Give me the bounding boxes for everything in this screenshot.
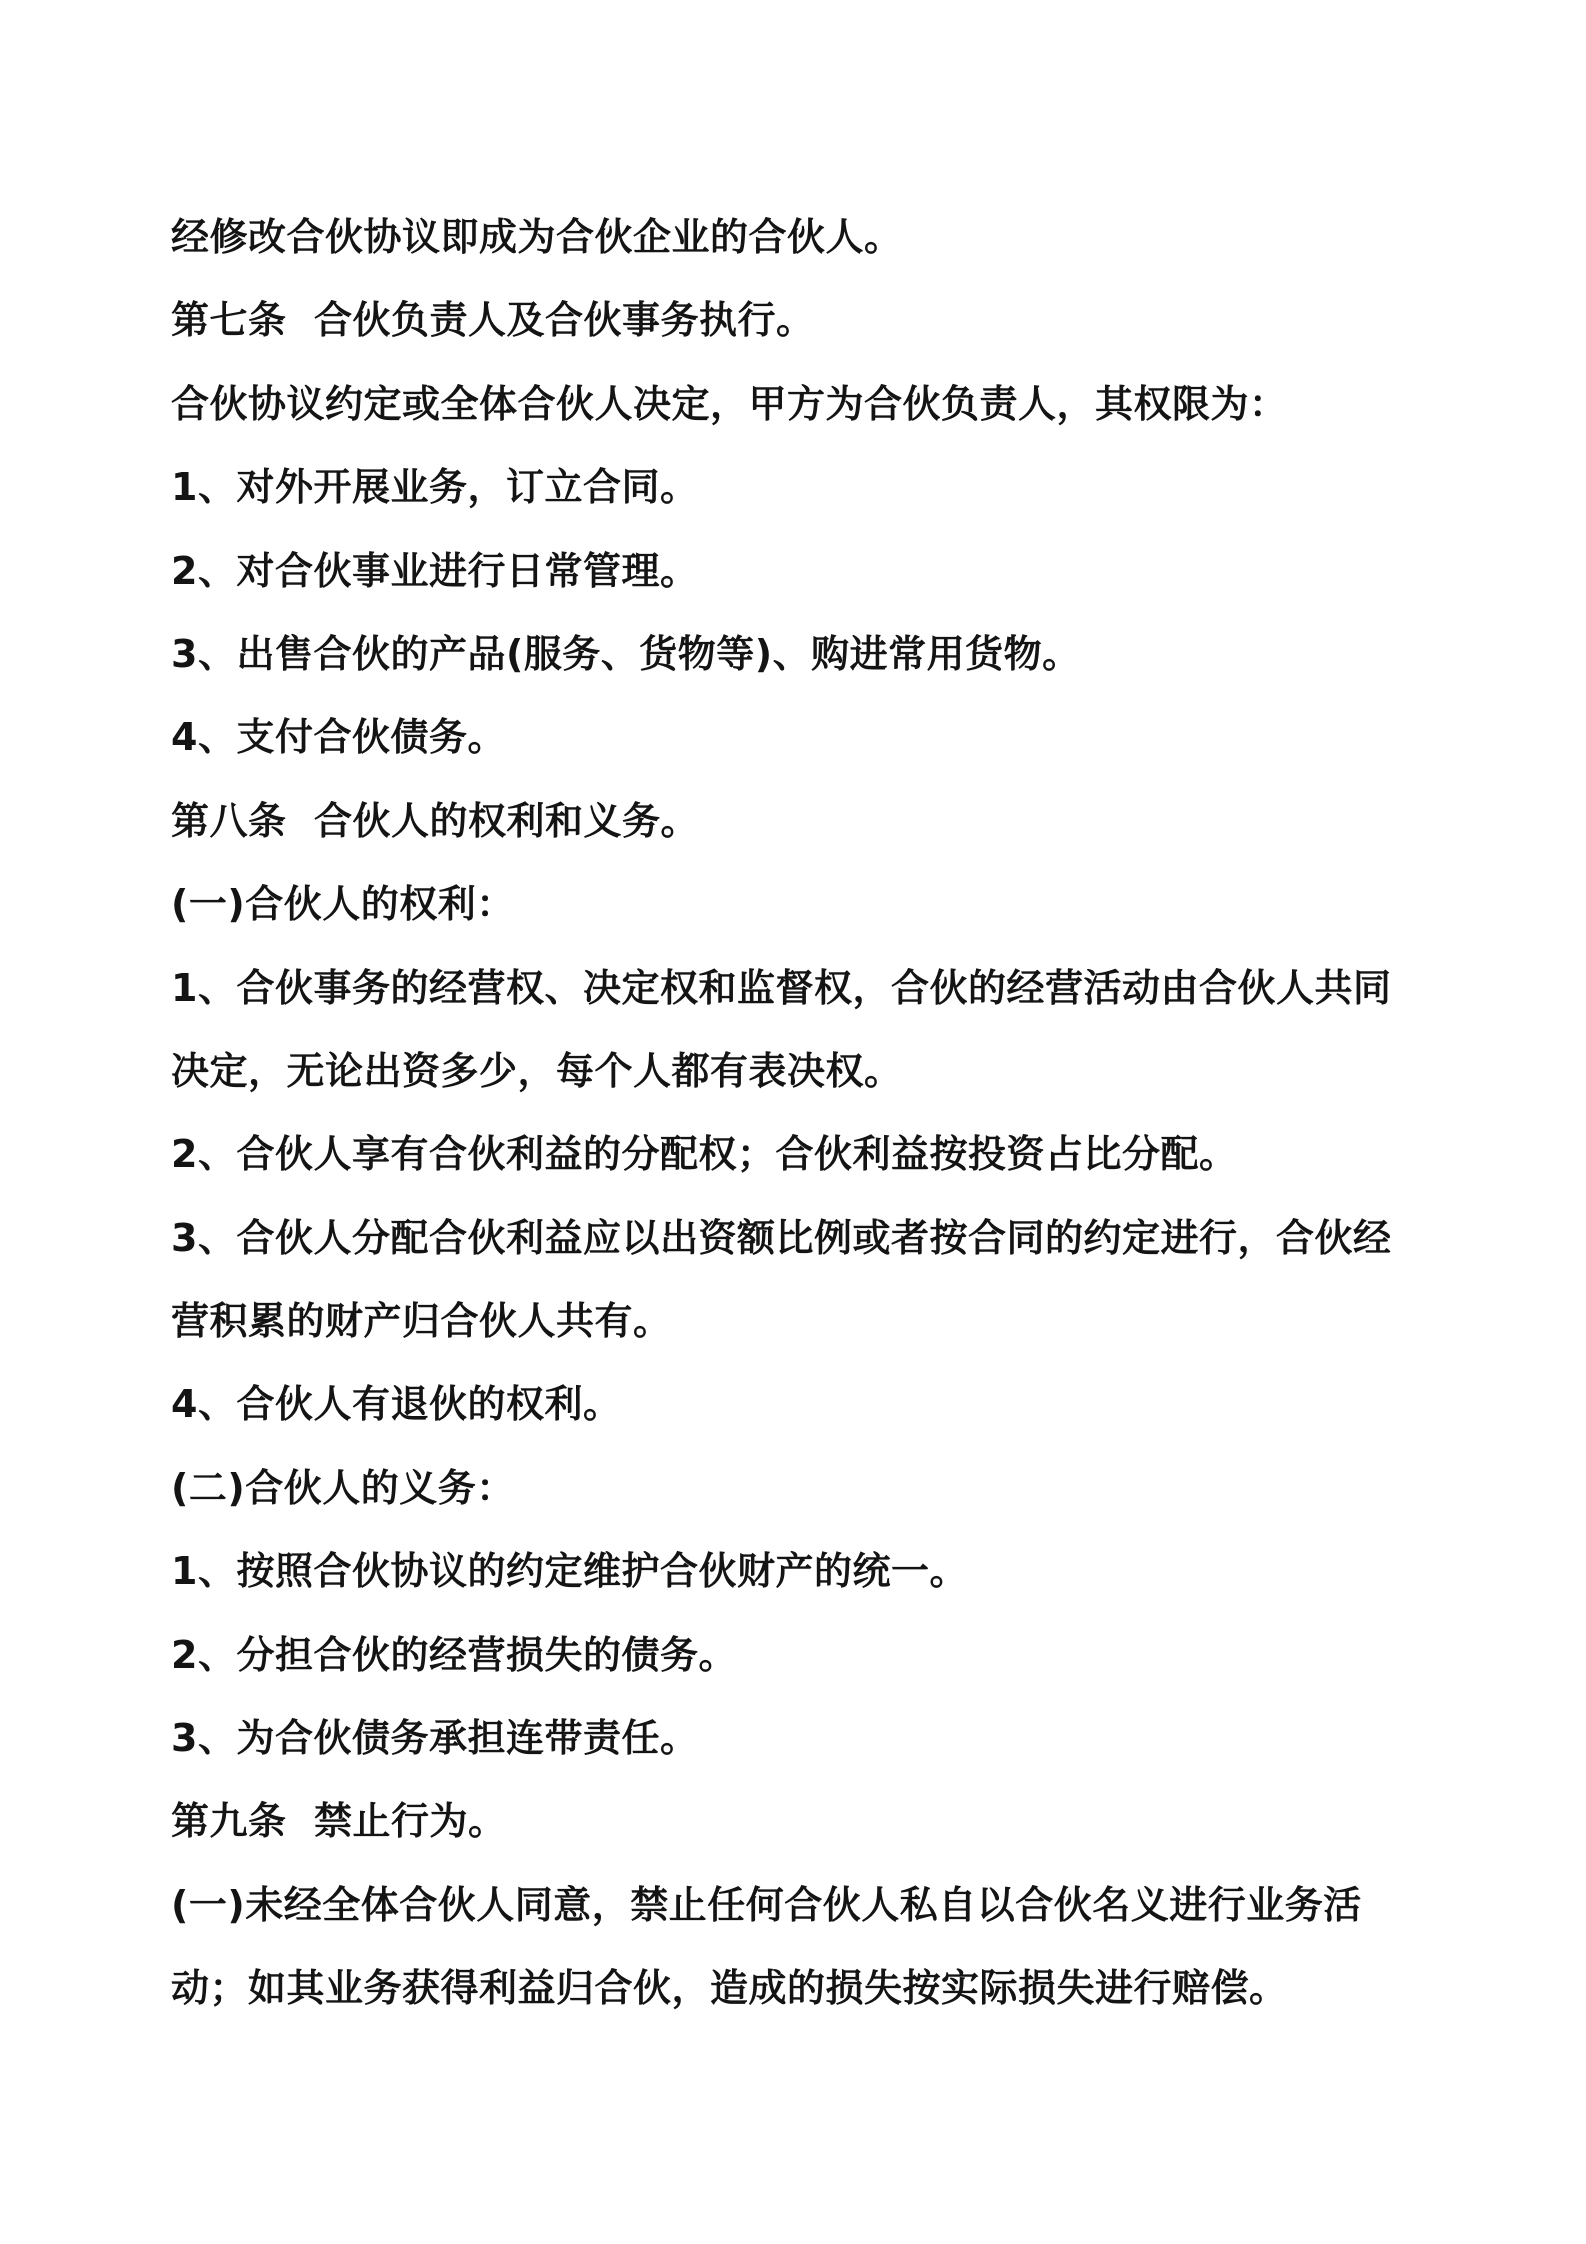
list-item-obligation-2: 2、分担合伙的经营损失的债务。	[171, 1632, 737, 1677]
list-item-right-4: 4、合伙人有退伙的权利。	[171, 1382, 622, 1427]
article-8-heading: 第八条 合伙人的权利和义务。	[171, 798, 699, 843]
list-item-right-1-cont: 决定，无论出资多少，每个人都有表决权。	[171, 1048, 903, 1093]
prohibition-1-cont: 动；如其业务获得利益归合伙，造成的损失按实际损失进行赔偿。	[171, 1966, 1288, 2011]
list-item-right-3-cont: 营积累的财产归合伙人共有。	[171, 1299, 672, 1344]
list-item-obligation-1: 1、按照合伙协议的约定维护合伙财产的统一。	[171, 1549, 968, 1594]
list-item-authority-1: 1、对外开展业务，订立合同。	[171, 465, 699, 510]
list-item-right-1: 1、合伙事务的经营权、决定权和监督权，合伙的经营活动由合伙人共同	[171, 965, 1392, 1010]
article-7-heading: 第七条 合伙负责人及合伙事务执行。	[171, 298, 815, 343]
prohibition-1: (一)未经全体合伙人同意，禁止任何合伙人私自以合伙名义进行业务活	[171, 1882, 1362, 1927]
list-item-authority-2: 2、对合伙事业进行日常管理。	[171, 548, 699, 593]
section-rights-heading: (一)合伙人的权利：	[171, 882, 515, 927]
text-line-continuation: 经修改合伙协议即成为合伙企业的合伙人。	[171, 215, 903, 259]
article-9-heading: 第九条 禁止行为。	[171, 1799, 507, 1844]
list-item-right-3: 3、合伙人分配合伙利益应以出资额比例或者按合同的约定进行，合伙经	[171, 1215, 1392, 1260]
document-body	[171, 196, 1401, 2031]
list-item-right-2: 2、合伙人享有合伙利益的分配权；合伙利益按投资占比分配。	[171, 1132, 1238, 1177]
list-item-authority-4: 4、支付合伙债务。	[171, 715, 506, 760]
list-item-authority-3: 3、出售合伙的产品(服务、货物等)、购进常用货物。	[171, 631, 1081, 676]
section-obligations-heading: (二)合伙人的义务：	[171, 1465, 515, 1510]
text-line-authority-intro: 合伙协议约定或全体合伙人决定，甲方为合伙负责人，其权限为：	[171, 381, 1288, 426]
list-item-obligation-3: 3、为合伙债务承担连带责任。	[171, 1716, 699, 1761]
